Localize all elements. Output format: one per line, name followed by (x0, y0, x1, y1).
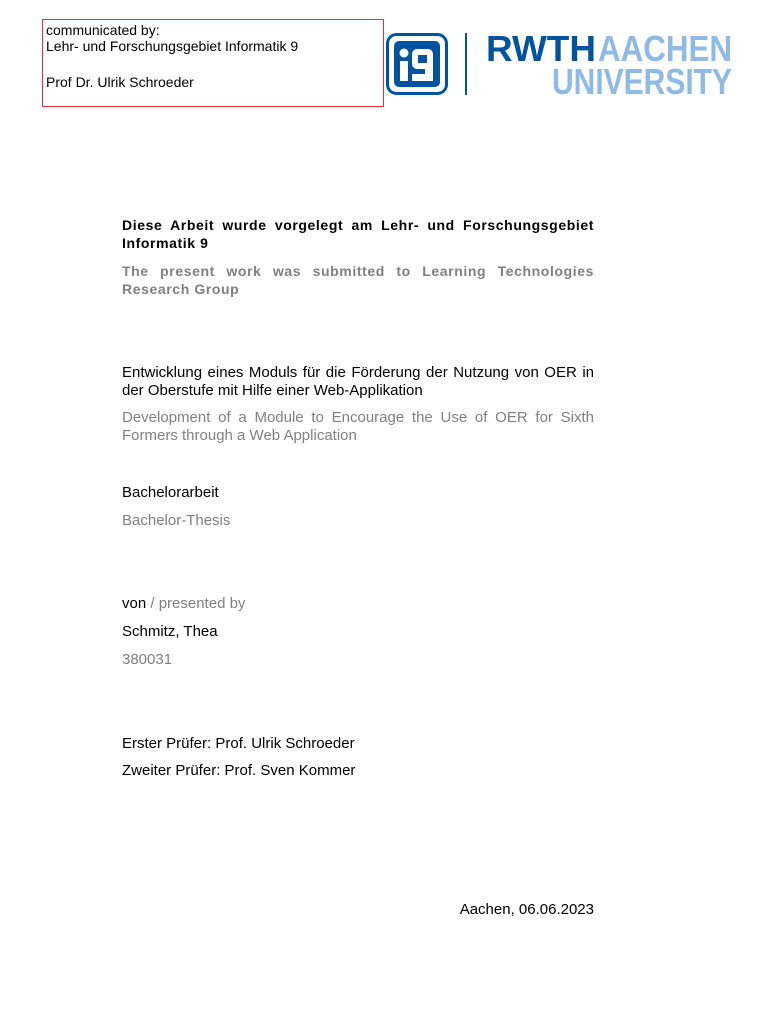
thesis-type-de: Bachelorarbeit (122, 484, 219, 501)
rwth-logo-aachen: AACHEN (598, 28, 732, 69)
thesis-type-en: Bachelor-Thesis (122, 512, 231, 529)
von-label: von (122, 595, 147, 612)
place-date: Aachen, 06.06.2023 (459, 901, 594, 918)
communicated-by-label: communicated by: (46, 22, 160, 38)
submission-statement-en: The present work was submitted to Learning Technologies Research Group (122, 263, 594, 297)
thesis-title-de: Entwicklung eines Moduls für die Förderung der Nutzung von OER in der Oberstufe mit Hilfe einer Web-Applikation (122, 364, 594, 399)
rwth-aachen-logo (486, 28, 734, 102)
logo-divider (465, 33, 467, 95)
author-name: Schmitz, Thea (122, 623, 218, 640)
communicated-by-box (42, 19, 384, 107)
rwth-logo-rwth: RWTH (486, 28, 596, 69)
communicated-by-professor: Prof Dr. Ulrik Schroeder (46, 74, 194, 90)
student-id: 380031 (122, 651, 173, 668)
presented-by-en-label: / presented by (146, 595, 246, 612)
rwth-logo-university: UNIVERSITY (552, 61, 732, 102)
thesis-title-en: Development of a Module to Encourage the Use of OER for Sixth Formers through a Web Application (122, 409, 594, 444)
presented-by-label (122, 595, 594, 613)
first-examiner: Erster Prüfer: Prof. Ulrik Schroeder (122, 735, 355, 752)
second-examiner: Zweiter Prüfer: Prof. Sven Kommer (122, 762, 356, 779)
communicated-by-institute: Lehr- und Forschungsgebiet Informatik 9 (46, 38, 299, 54)
submission-statement-de: Diese Arbeit wurde vorgelegt am Lehr- und Forschungsgebiet Informatik 9 (122, 217, 594, 251)
i9-logo (386, 33, 448, 95)
